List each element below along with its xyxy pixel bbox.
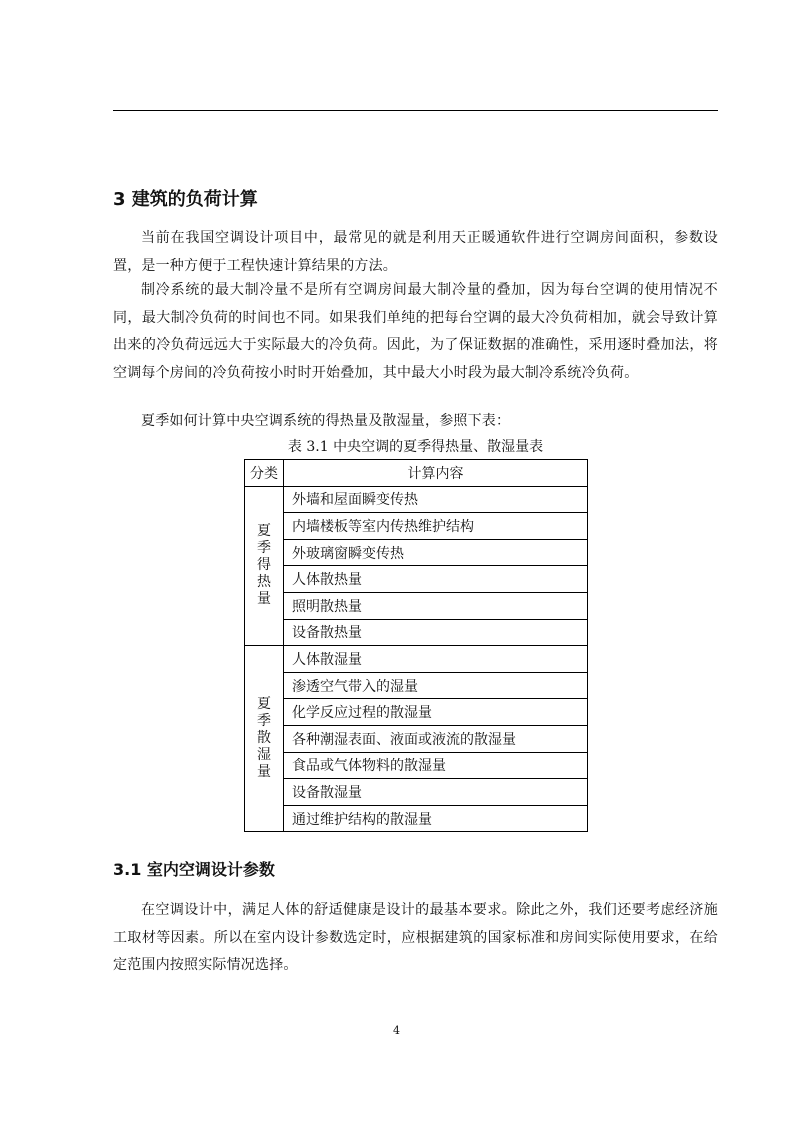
table-cell: 渗透空气带入的湿量 <box>284 672 588 699</box>
table-row <box>245 672 588 699</box>
table-caption: 表 3.1 中央空调的夏季得热量、散湿量表 <box>287 439 544 455</box>
subsection-paragraph: 在空调设计中，满足人体的舒适健康是设计的最基本要求。除此之外，我们还要考虑经济施工取材等因素。所以在室内设计参数选定时，应根据建筑的国家标准和房间实际使用要求，在给定范围内按照实际情况选择。 <box>113 902 718 973</box>
load-table <box>244 459 588 832</box>
table-cell: 外玻璃窗瞬变传热 <box>284 539 588 566</box>
table-cell: 内墙楼板等室内传热维护结构 <box>284 513 588 540</box>
table-row <box>245 646 588 673</box>
table-row <box>245 592 588 619</box>
table-row <box>245 725 588 752</box>
page-number: 4 <box>393 1024 400 1037</box>
table-cell: 食品或气体物料的散湿量 <box>284 752 588 779</box>
category-cell-heat <box>245 486 284 646</box>
table-row <box>245 513 588 540</box>
table-cell: 设备散湿量 <box>284 779 588 806</box>
subsection-heading: 3.1 室内空调设计参数 <box>113 860 275 879</box>
table-cell: 各种潮湿表面、液面或液流的散湿量 <box>284 725 588 752</box>
table-row <box>245 566 588 593</box>
table-cell: 通过维护结构的散湿量 <box>284 805 588 832</box>
table-cell: 设备散热量 <box>284 619 588 646</box>
table-row <box>245 699 588 726</box>
table-row <box>245 752 588 779</box>
table-row <box>245 779 588 806</box>
table-row <box>245 805 588 832</box>
header-rule <box>113 110 718 111</box>
category-label: 夏季得热量 <box>256 523 271 608</box>
table-row <box>245 539 588 566</box>
section-heading: 3 建筑的负荷计算 <box>113 189 258 210</box>
category-cell-moisture <box>245 646 284 832</box>
table-cell: 化学反应过程的散湿量 <box>284 699 588 726</box>
paragraph-2: 制冷系统的最大制冷量不是所有空调房间最大制冷量的叠加，因为每台空调的使用情况不同，最大制冷负荷的时间也不同。如果我们单纯的把每台空调的最大冷负荷相加，就会导致计算出来的冷负荷远远大于实际最大的冷负荷。因此，为了保证数据的准确性，采用逐时叠加法，将空调每个房间的冷负荷按小时时开始叠加，其中最大小时段为最大制冷系统冷负荷。 <box>113 282 718 381</box>
paragraph-3: 夏季如何计算中央空调系统的得热量及散湿量，参照下表： <box>141 413 511 429</box>
header-category: 分类 <box>245 460 284 487</box>
table-cell: 人体散湿量 <box>284 646 588 673</box>
table-cell: 外墙和屋面瞬变传热 <box>284 486 588 513</box>
table-cell: 照明散热量 <box>284 592 588 619</box>
table-row <box>245 486 588 513</box>
category-label: 夏季散湿量 <box>256 696 271 781</box>
table-cell: 人体散热量 <box>284 566 588 593</box>
table-header-row <box>245 460 588 487</box>
header-content: 计算内容 <box>284 460 588 487</box>
paragraph-1: 当前在我国空调设计项目中，最常见的就是利用天正暖通软件进行空调房间面积，参数设置，是一种方便于工程快速计算结果的方法。 <box>113 230 718 274</box>
table-row <box>245 619 588 646</box>
